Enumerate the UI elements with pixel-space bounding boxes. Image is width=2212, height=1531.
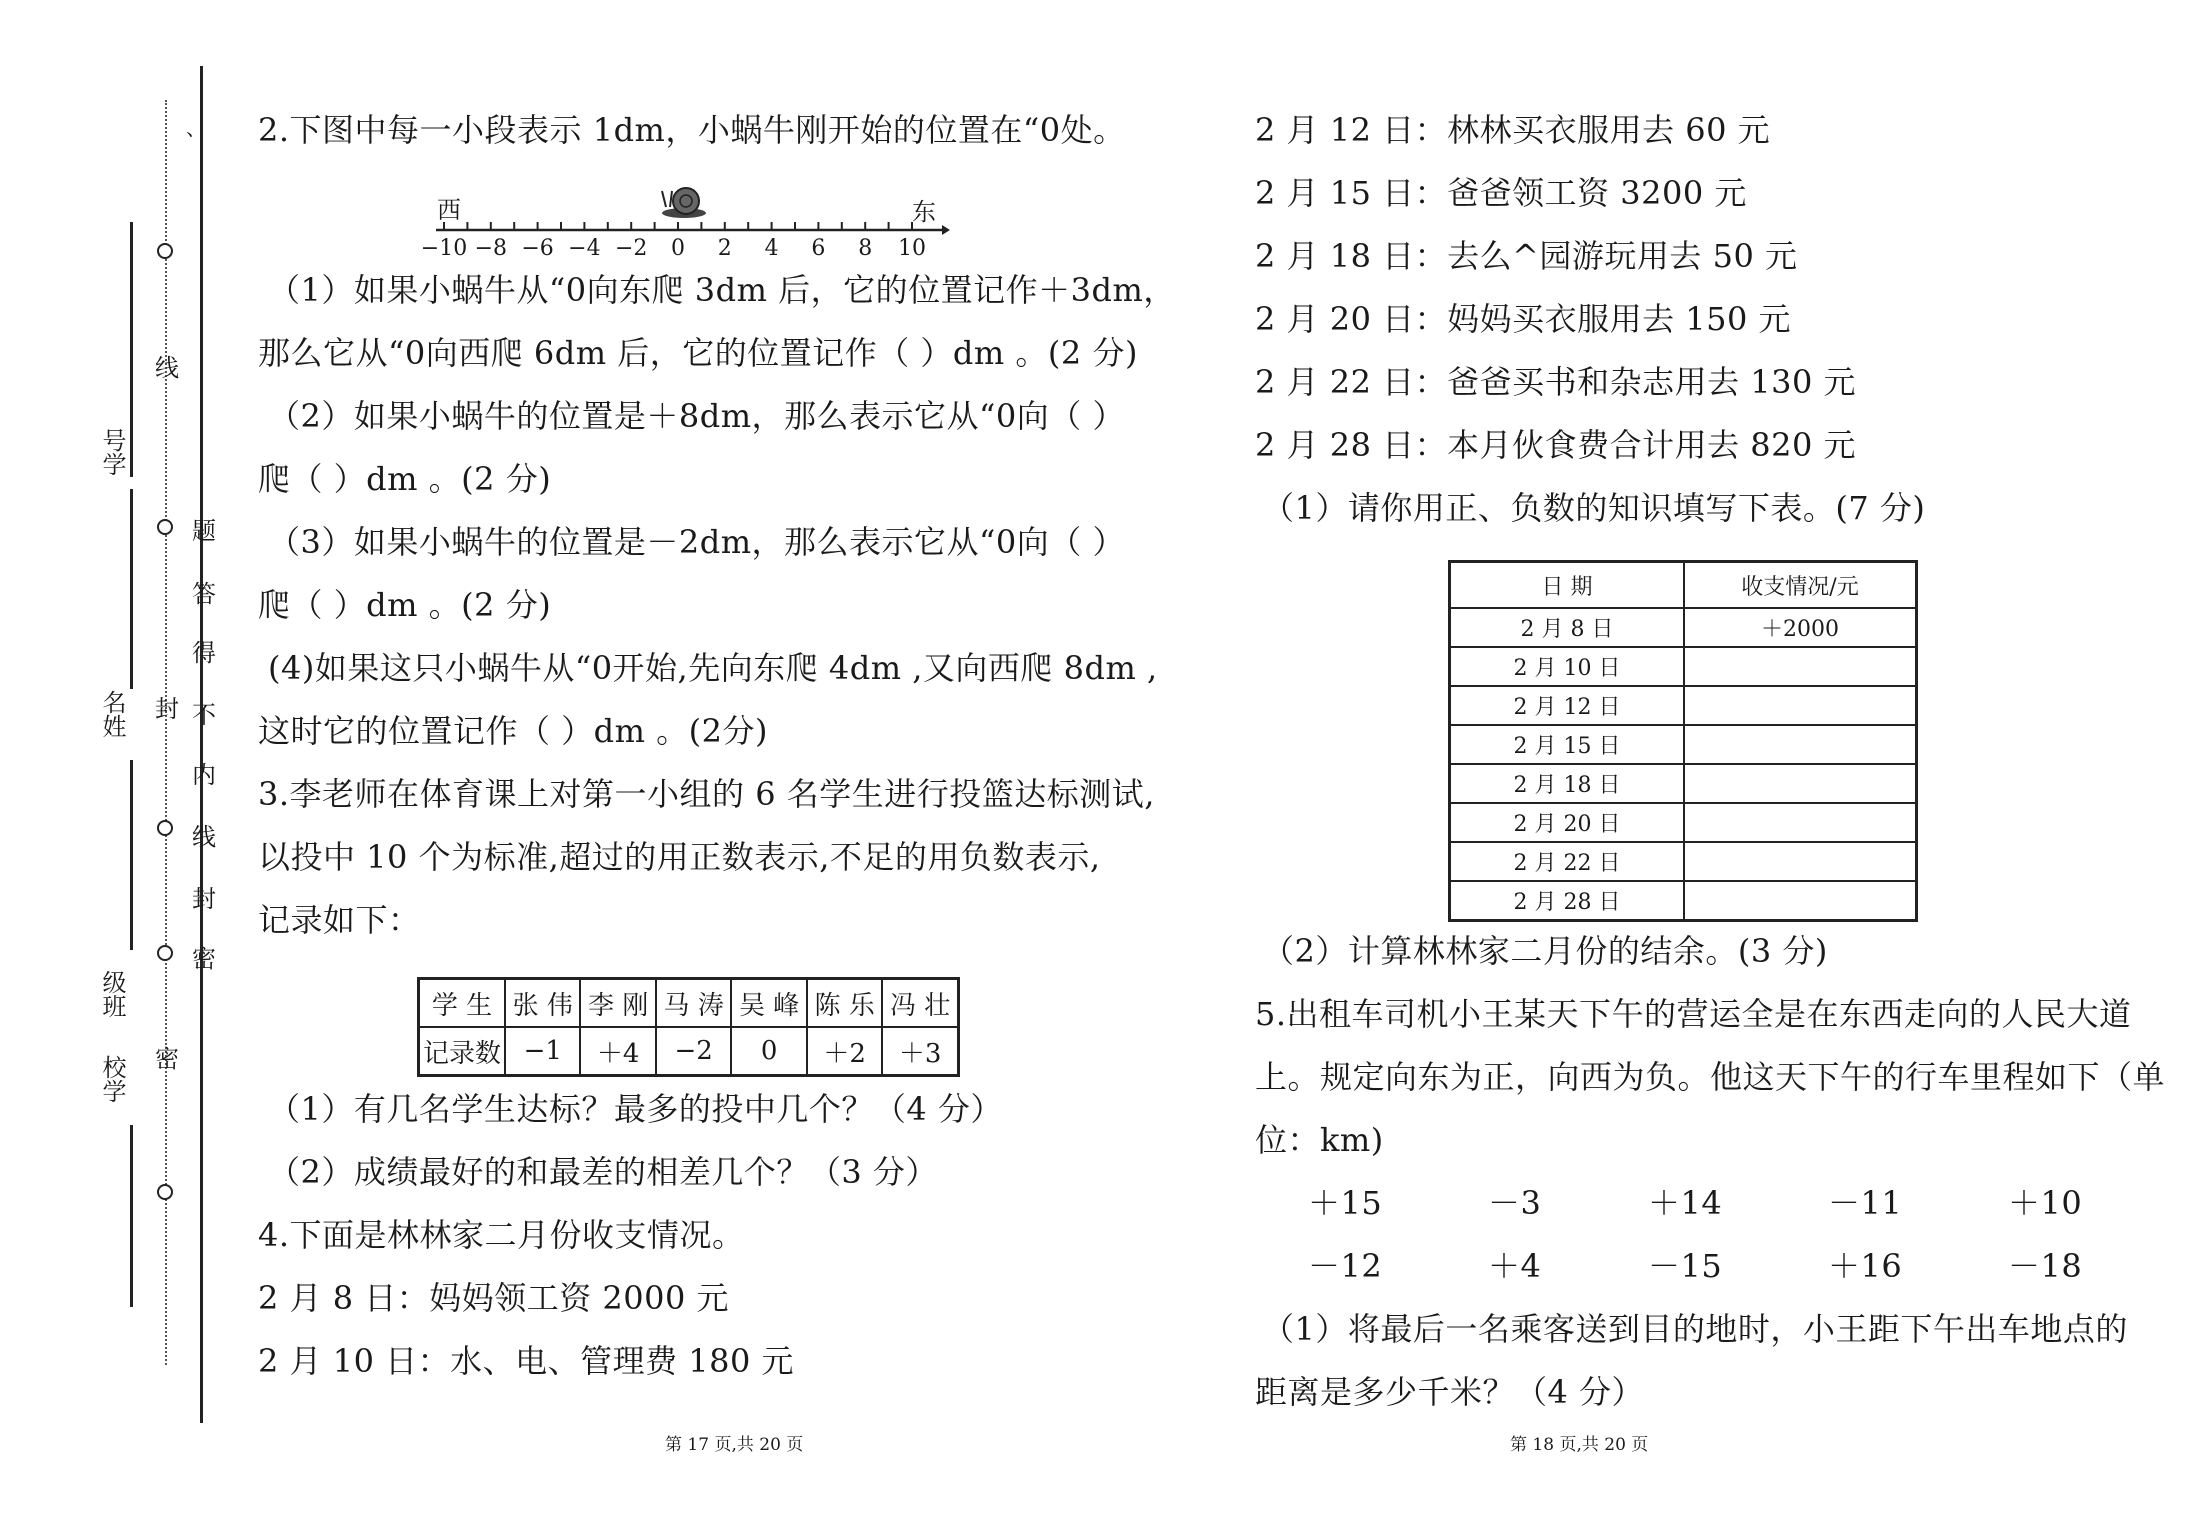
q4-record-line: 2 月 18 日：去么^园游玩用去 50 元 [1255, 237, 1798, 275]
date-cell: 2 月 28 日 [1450, 881, 1685, 921]
question-5-line3: 位：km) [1255, 1121, 1384, 1159]
binding-line-a [130, 222, 133, 477]
amount-cell [1684, 686, 1917, 725]
q3-part1: （1）有几名学生达标？最多的投中几个？（4 分） [268, 1090, 1003, 1128]
amount-cell [1684, 842, 1917, 881]
field-text: 校学 [98, 1055, 126, 1103]
binding-label: 题 [192, 517, 216, 545]
number-line-tick-label: −2 [614, 236, 648, 261]
number-line-tick-label: 0 [671, 236, 685, 261]
amount-cell [1684, 764, 1917, 803]
q2-part2-line1: （2）如果小蜗牛的位置是＋8dm，那么表示它从“0向（ ） [268, 397, 1125, 435]
q4-part2: （2）计算林林家二月份的结余。(3 分) [1262, 932, 1828, 970]
binding-label: 密 [155, 1045, 179, 1073]
mileage-value: －15 [1648, 1247, 1723, 1285]
question-4-title: 4.下面是林林家二月份收支情况。 [258, 1216, 745, 1254]
record-value-cell: 0 [731, 1027, 806, 1076]
number-line-tick-label: −6 [521, 236, 554, 261]
field-text: 号学 [98, 428, 126, 476]
q4-record-line: 2 月 12 日：林林买衣服用去 60 元 [1255, 111, 1771, 149]
date-cell: 2 月 10 日 [1450, 647, 1685, 686]
binding-label: 线 [192, 823, 216, 851]
binding-circle [157, 820, 173, 836]
table-row [1450, 803, 1917, 842]
student-name-cell: 李 刚 [580, 979, 655, 1028]
q4-record-line: 2 月 15 日：爸爸领工资 3200 元 [1255, 174, 1747, 212]
question-5-line1: 5.出租车司机小王某天下午的营运全是在东西走向的人民大道 [1255, 995, 2132, 1033]
q2-part3-line1: （3）如果小蜗牛的位置是－2dm，那么表示它从“0向（ ） [268, 523, 1125, 561]
table-row [1450, 608, 1917, 647]
amount-cell [1684, 881, 1917, 921]
binding-mark: 、 [186, 116, 206, 140]
east-label: 东 [912, 198, 936, 226]
binding-line-d [130, 1125, 133, 1307]
date-cell: 2 月 22 日 [1450, 842, 1685, 881]
record-value-cell: −2 [656, 1027, 731, 1076]
table-row [1450, 764, 1917, 803]
q4-record-line: 2 月 8 日：妈妈领工资 2000 元 [258, 1279, 730, 1317]
number-line-tick-label: −8 [474, 236, 508, 261]
table-header-cell: 学 生 [419, 979, 506, 1028]
date-cell: 2 月 15 日 [1450, 725, 1685, 764]
binding-line-b [130, 489, 133, 689]
table-row [1450, 725, 1917, 764]
student-name-cell: 吴 峰 [731, 979, 806, 1028]
mileage-value: ＋16 [1828, 1247, 1903, 1285]
binding-label: 封 [192, 885, 216, 913]
date-cell: 2 月 12 日 [1450, 686, 1685, 725]
west-label: 西 [437, 196, 461, 224]
record-value-cell: ＋4 [580, 1027, 655, 1076]
q4-record-line: 2 月 22 日：爸爸买书和杂志用去 130 元 [1255, 363, 1857, 401]
field-text: 级班 [98, 970, 126, 1018]
table-row [1450, 686, 1917, 725]
binding-circle [157, 243, 173, 259]
mileage-value: ＋4 [1488, 1247, 1542, 1285]
number-line-tick-label: 4 [764, 236, 779, 261]
student-name-cell: 冯 壮 [882, 979, 958, 1028]
q4-record-line: 2 月 20 日：妈妈买衣服用去 150 元 [1255, 300, 1792, 338]
question-3-line2: 以投中 10 个为标准,超过的用正数表示,不足的用负数表示, [258, 838, 1101, 876]
q2-part1-line2: 那么它从“0向西爬 6dm 后，它的位置记作（ ）dm 。(2 分) [258, 334, 1138, 372]
binding-dotted-line [165, 100, 167, 1365]
table-row [419, 979, 959, 1028]
field-text: 名姓 [98, 690, 126, 738]
binding-label: 封 [155, 695, 179, 723]
q4-record-line: 2 月 10 日：水、电、管理费 180 元 [258, 1342, 795, 1380]
number-line-tick-label: 10 [898, 236, 926, 261]
amount-cell [1684, 725, 1917, 764]
snail-icon [662, 188, 706, 218]
q2-part4-line1: (4)如果这只小蜗牛从“0开始,先向东爬 4dm ,又向西爬 8dm , [268, 649, 1158, 687]
mileage-value: －12 [1308, 1247, 1383, 1285]
student-name-cell: 陈 乐 [807, 979, 882, 1028]
binding-label: 答 [192, 580, 216, 608]
date-cell: 2 月 18 日 [1450, 764, 1685, 803]
mileage-value: ＋10 [2008, 1184, 2083, 1222]
binding-circle [157, 519, 173, 535]
binding-line-e [200, 230, 203, 490]
question-3-line1: 3.李老师在体育课上对第一小组的 6 名学生进行投篮达标测试, [258, 775, 1155, 813]
date-cell: 2 月 8 日 [1450, 608, 1685, 647]
amount-cell: ＋2000 [1684, 608, 1917, 647]
number-line-tick-label: 8 [858, 236, 873, 261]
mileage-value: －11 [1828, 1184, 1903, 1222]
q2-part3-line2: 爬（ ）dm 。(2 分) [258, 586, 552, 624]
table-row [1450, 647, 1917, 686]
q2-part4-line2: 这时它的位置记作（ ）dm 。(2分) [258, 712, 769, 750]
record-value-cell: ＋3 [882, 1027, 958, 1076]
question-2-title: 2.下图中每一小段表示 1dm，小蜗牛刚开始的位置在“0处。 [258, 111, 1126, 149]
mileage-value: －3 [1488, 1184, 1542, 1222]
q5-part1-line1: （1）将最后一名乘客送到目的地时，小王距下午出车地点的 [1262, 1310, 2128, 1348]
binding-circle [157, 1184, 173, 1200]
number-line-tick-label: 6 [811, 236, 826, 261]
page-number-left: 第 17 页,共 20 页 [665, 1435, 804, 1455]
binding-label: 密 [192, 945, 216, 973]
table-row [1450, 842, 1917, 881]
amount-cell [1684, 803, 1917, 842]
student-name-cell: 张 伟 [505, 979, 580, 1028]
table-row [419, 1027, 959, 1076]
field-name [100, 690, 124, 738]
number-line-tick-label: −4 [568, 236, 601, 261]
number-line-tick-label: 2 [717, 236, 732, 261]
field-school [100, 1055, 124, 1103]
table-row [1450, 881, 1917, 921]
question-5-line2: 上。规定向东为正，向西为负。他这天下午的行车里程如下（单 [1255, 1058, 2166, 1096]
q3-part2: （2）成绩最好的和最差的相差几个？（3 分） [268, 1153, 938, 1191]
binding-label: 不 [192, 701, 216, 729]
q2-part2-line2: 爬（ ）dm 。(2 分) [258, 460, 552, 498]
field-class [100, 970, 124, 1018]
page-number-right: 第 18 页,共 20 页 [1510, 1435, 1649, 1455]
binding-circle [157, 945, 173, 961]
record-value-cell: ＋2 [807, 1027, 882, 1076]
mileage-value: ＋15 [1308, 1184, 1383, 1222]
student-record-table [417, 977, 960, 1077]
mileage-value: －18 [2008, 1247, 2083, 1285]
binding-label: 线 [155, 354, 179, 382]
mileage-value: ＋14 [1648, 1184, 1723, 1222]
q4-record-line: 2 月 28 日：本月伙食费合计用去 820 元 [1255, 426, 1857, 464]
table-header-cell: 记录数 [419, 1027, 506, 1076]
date-cell: 2 月 20 日 [1450, 803, 1685, 842]
record-value-cell: −1 [505, 1027, 580, 1076]
table-row [1450, 562, 1917, 609]
binding-label: 内 [192, 761, 216, 789]
number-line-tick-label: −10 [420, 236, 468, 261]
q5-part1-line2: 距离是多少千米？（4 分） [1255, 1373, 1645, 1411]
q4-part1: （1）请你用正、负数的知识填写下表。(7 分) [1262, 489, 1926, 527]
student-name-cell: 马 涛 [656, 979, 731, 1028]
field-student-number [100, 428, 124, 476]
amount-cell [1684, 647, 1917, 686]
q2-part1-line1: （1）如果小蜗牛从“0向东爬 3dm 后，它的位置记作＋3dm， [268, 271, 1176, 309]
table-header-cell: 收支情况/元 [1684, 562, 1917, 609]
binding-label: 得 [192, 639, 216, 667]
binding-line-c [130, 760, 133, 950]
table-header-cell: 日 期 [1450, 562, 1685, 609]
income-expense-table [1448, 560, 1918, 922]
question-3-line3: 记录如下： [258, 901, 421, 939]
